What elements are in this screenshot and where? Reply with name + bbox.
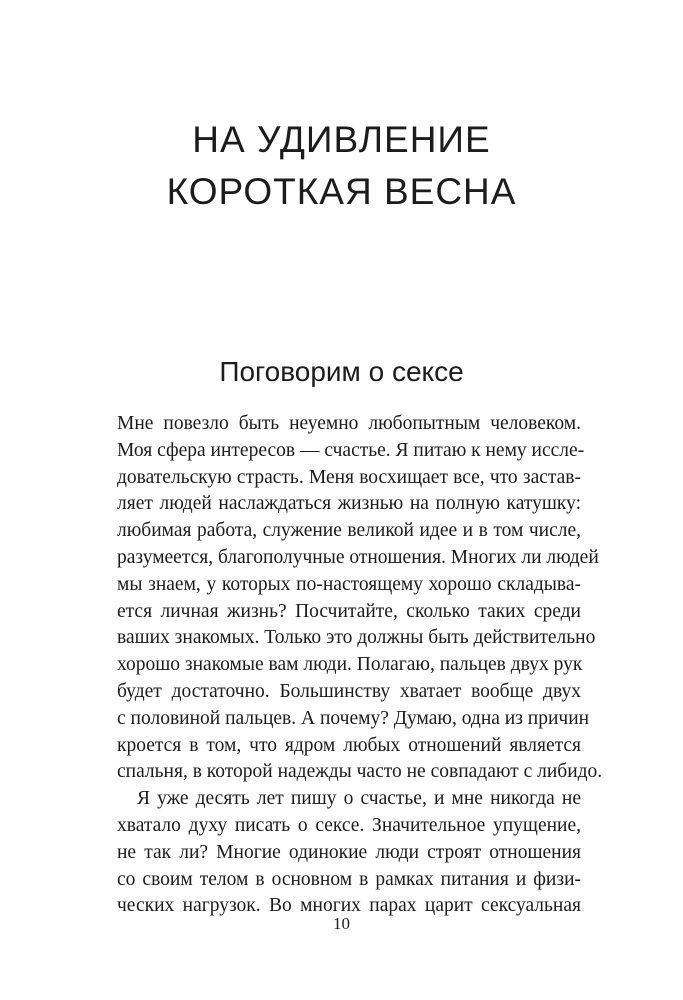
text-line: будет достаточно. Большинству хватает вообще двух — [117, 680, 581, 702]
text-line: мы знаем, у которых по-настоящему хорошо складыва- — [117, 573, 581, 595]
text-line: со своим телом в основном в рамках питания и физи- — [117, 868, 581, 890]
text-line: спальня, в которой надежды часто не совпадают с либидо. — [117, 761, 603, 783]
text-line: Я уже десять лет пишу о счастье, и мне никогда не — [137, 788, 581, 810]
chapter-title — [0, 114, 683, 218]
section-heading: Поговорим о сексе — [219, 356, 464, 387]
page-number: 10 — [333, 914, 350, 933]
text-line: любимая работа, служение великой идее и в том числе, — [117, 520, 581, 542]
paragraph — [117, 411, 603, 786]
text-line: с половиной пальцев. А почему? Думаю, одна из причин — [117, 707, 590, 729]
text-line: Мне повезло быть неуемно любопытным человеком. — [117, 413, 581, 434]
text-line: кроется в том, что ядром любых отношений является — [117, 734, 581, 756]
text-line: ется личная жизнь? Посчитайте, сколько таких среди — [117, 600, 581, 622]
text-line: довательскую страсть. Меня восхищает все, что застав- — [117, 466, 581, 488]
chapter-title-line: НА УДИВЛЕНИЕ — [192, 119, 491, 160]
text-line: ляет людей наслаждаться жизнью на полную катушку: — [117, 493, 581, 515]
text-line: ваших знакомых. Только это должны быть действительно — [117, 627, 596, 649]
body-text — [117, 411, 603, 920]
text-line: хватало духу писать о сексе. Значительное упущение, — [117, 814, 581, 836]
text-line: разумеется, благополучные отношения. Многих ли людей — [117, 546, 599, 568]
chapter-title-line: КОРОТКАЯ ВЕСНА — [166, 171, 517, 212]
text-line: не так ли? Многие одинокие люди строят отношения — [117, 841, 581, 863]
text-line: Моя сфера интересов — счастье. Я питаю к нему иссле- — [117, 439, 585, 461]
text-line: ческих нагрузок. Во многих парах царит сексуальная — [117, 895, 581, 917]
text-line: хорошо знакомые вам люди. Полагаю, пальцев двух рук — [117, 654, 583, 676]
paragraph — [117, 786, 581, 920]
